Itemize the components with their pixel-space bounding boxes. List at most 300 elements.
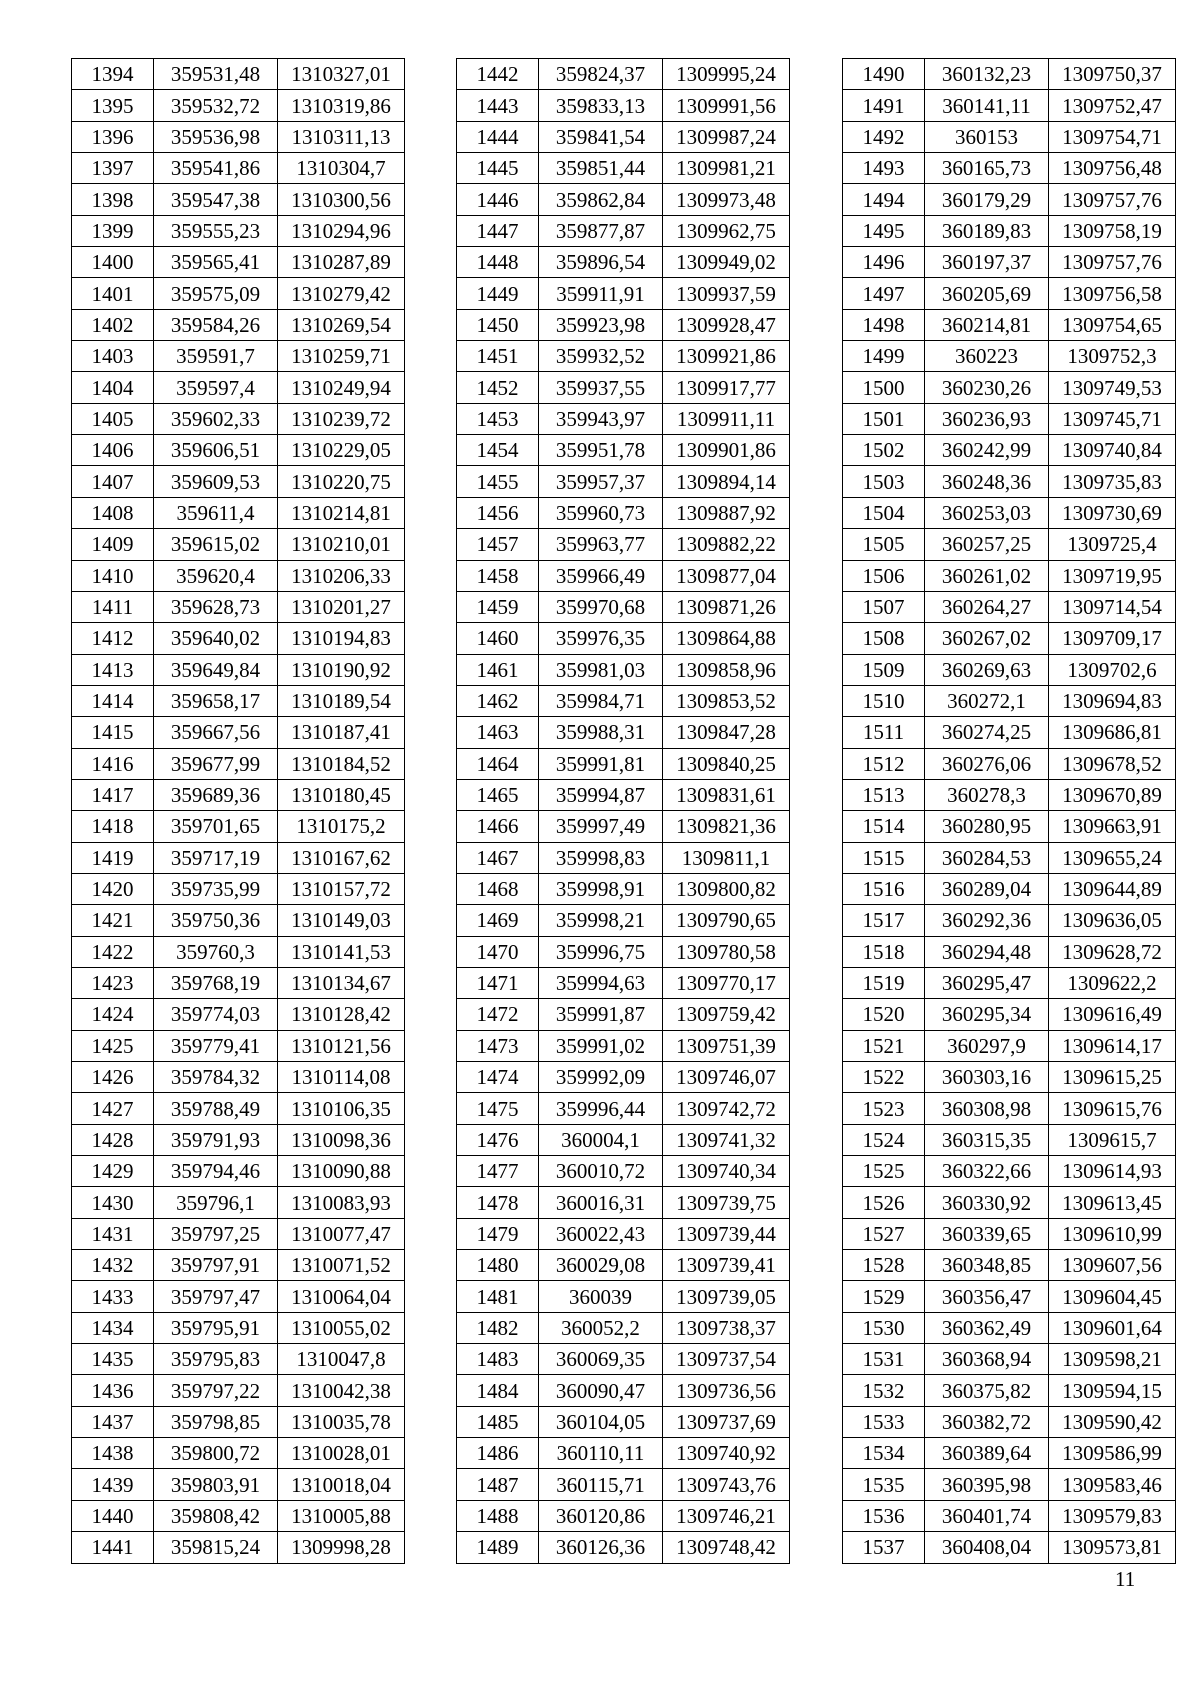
y-coordinate-cell: 1309901,86 [663, 435, 790, 466]
table-row [457, 1030, 790, 1061]
x-coordinate-cell: 360375,82 [925, 1375, 1049, 1406]
point-number-cell: 1513 [843, 779, 925, 810]
y-coordinate-cell: 1309739,05 [663, 1281, 790, 1312]
table-row [843, 905, 1176, 936]
point-number-cell: 1534 [843, 1438, 925, 1469]
x-coordinate-cell: 359536,98 [154, 121, 278, 152]
table-row [72, 1030, 405, 1061]
table-row [843, 717, 1176, 748]
x-coordinate-cell: 359970,68 [539, 591, 663, 622]
x-coordinate-cell: 359791,93 [154, 1124, 278, 1155]
y-coordinate-cell: 1309853,52 [663, 685, 790, 716]
x-coordinate-cell: 360205,69 [925, 278, 1049, 309]
point-number-cell: 1417 [72, 779, 154, 810]
y-coordinate-cell: 1309858,96 [663, 654, 790, 685]
table-row [843, 1093, 1176, 1124]
y-coordinate-cell: 1309748,42 [663, 1532, 790, 1563]
table-row [457, 341, 790, 372]
y-coordinate-cell: 1309746,21 [663, 1500, 790, 1531]
point-number-cell: 1460 [457, 623, 539, 654]
table-row [72, 121, 405, 152]
point-number-cell: 1522 [843, 1062, 925, 1093]
x-coordinate-cell: 359795,91 [154, 1312, 278, 1343]
x-coordinate-cell: 359797,25 [154, 1218, 278, 1249]
table-row [457, 59, 790, 90]
y-coordinate-cell: 1309702,6 [1049, 654, 1176, 685]
y-coordinate-cell: 1309751,39 [663, 1030, 790, 1061]
x-coordinate-cell: 359966,49 [539, 560, 663, 591]
x-coordinate-cell: 359701,65 [154, 811, 278, 842]
table-row [457, 905, 790, 936]
point-number-cell: 1397 [72, 153, 154, 184]
table-row [843, 121, 1176, 152]
coordinate-table-2 [456, 58, 790, 1564]
y-coordinate-cell: 1310190,92 [278, 654, 405, 685]
x-coordinate-cell: 360126,36 [539, 1532, 663, 1563]
point-number-cell: 1470 [457, 936, 539, 967]
point-number-cell: 1403 [72, 341, 154, 372]
point-number-cell: 1434 [72, 1312, 154, 1343]
y-coordinate-cell: 1309746,07 [663, 1062, 790, 1093]
point-number-cell: 1494 [843, 184, 925, 215]
table-row [457, 1093, 790, 1124]
table-row [72, 1406, 405, 1437]
x-coordinate-cell: 359597,4 [154, 372, 278, 403]
table-row [457, 372, 790, 403]
y-coordinate-cell: 1310259,71 [278, 341, 405, 372]
x-coordinate-cell: 360289,04 [925, 873, 1049, 904]
table-row [843, 1030, 1176, 1061]
x-coordinate-cell: 360230,26 [925, 372, 1049, 403]
x-coordinate-cell: 360339,65 [925, 1218, 1049, 1249]
x-coordinate-cell: 360284,53 [925, 842, 1049, 873]
x-coordinate-cell: 360039 [539, 1281, 663, 1312]
x-coordinate-cell: 359911,91 [539, 278, 663, 309]
x-coordinate-cell: 360197,37 [925, 247, 1049, 278]
point-number-cell: 1438 [72, 1438, 154, 1469]
point-number-cell: 1508 [843, 623, 925, 654]
table-row [72, 748, 405, 779]
table-row [843, 967, 1176, 998]
point-number-cell: 1453 [457, 403, 539, 434]
point-number-cell: 1468 [457, 873, 539, 904]
y-coordinate-cell: 1309615,76 [1049, 1093, 1176, 1124]
y-coordinate-cell: 1309709,17 [1049, 623, 1176, 654]
y-coordinate-cell: 1309739,75 [663, 1187, 790, 1218]
table-row [843, 999, 1176, 1030]
x-coordinate-cell: 360382,72 [925, 1406, 1049, 1437]
y-coordinate-cell: 1309614,17 [1049, 1030, 1176, 1061]
y-coordinate-cell: 1309887,92 [663, 497, 790, 528]
x-coordinate-cell: 360294,48 [925, 936, 1049, 967]
y-coordinate-cell: 1309663,91 [1049, 811, 1176, 842]
point-number-cell: 1445 [457, 153, 539, 184]
point-number-cell: 1406 [72, 435, 154, 466]
y-coordinate-cell: 1309614,93 [1049, 1156, 1176, 1187]
table-row [457, 1124, 790, 1155]
y-coordinate-cell: 1310098,36 [278, 1124, 405, 1155]
x-coordinate-cell: 360153 [925, 121, 1049, 152]
table-row [457, 309, 790, 340]
table-row [72, 1093, 405, 1124]
x-coordinate-cell: 360280,95 [925, 811, 1049, 842]
point-number-cell: 1442 [457, 59, 539, 90]
y-coordinate-cell: 1310220,75 [278, 466, 405, 497]
table-row [843, 247, 1176, 278]
point-number-cell: 1514 [843, 811, 925, 842]
y-coordinate-cell: 1309749,53 [1049, 372, 1176, 403]
table-row [457, 278, 790, 309]
x-coordinate-cell: 359984,71 [539, 685, 663, 716]
x-coordinate-cell: 359877,87 [539, 215, 663, 246]
table-row [843, 1250, 1176, 1281]
point-number-cell: 1421 [72, 905, 154, 936]
x-coordinate-cell: 359981,03 [539, 654, 663, 685]
table-row [457, 654, 790, 685]
table-row [457, 748, 790, 779]
table-row [457, 90, 790, 121]
table-row [72, 654, 405, 685]
x-coordinate-cell: 359932,52 [539, 341, 663, 372]
point-number-cell: 1530 [843, 1312, 925, 1343]
point-number-cell: 1414 [72, 685, 154, 716]
y-coordinate-cell: 1309730,69 [1049, 497, 1176, 528]
x-coordinate-cell: 359862,84 [539, 184, 663, 215]
table-row [843, 1500, 1176, 1531]
x-coordinate-cell: 359575,09 [154, 278, 278, 309]
x-coordinate-cell: 359963,77 [539, 529, 663, 560]
point-number-cell: 1443 [457, 90, 539, 121]
table-row [457, 466, 790, 497]
table-row [843, 591, 1176, 622]
y-coordinate-cell: 1309995,24 [663, 59, 790, 90]
x-coordinate-cell: 359991,87 [539, 999, 663, 1030]
point-number-cell: 1528 [843, 1250, 925, 1281]
y-coordinate-cell: 1309962,75 [663, 215, 790, 246]
x-coordinate-cell: 359609,53 [154, 466, 278, 497]
y-coordinate-cell: 1309739,44 [663, 1218, 790, 1249]
x-coordinate-cell: 359998,83 [539, 842, 663, 873]
y-coordinate-cell: 1309759,42 [663, 999, 790, 1030]
table-row [457, 121, 790, 152]
point-number-cell: 1444 [457, 121, 539, 152]
x-coordinate-cell: 360408,04 [925, 1532, 1049, 1563]
point-number-cell: 1466 [457, 811, 539, 842]
y-coordinate-cell: 1310035,78 [278, 1406, 405, 1437]
table-row [457, 1250, 790, 1281]
y-coordinate-cell: 1309750,37 [1049, 59, 1176, 90]
y-coordinate-cell: 1310319,86 [278, 90, 405, 121]
table-row [72, 90, 405, 121]
table-row [843, 497, 1176, 528]
y-coordinate-cell: 1310279,42 [278, 278, 405, 309]
x-coordinate-cell: 359565,41 [154, 247, 278, 278]
table-row [457, 497, 790, 528]
y-coordinate-cell: 1309613,45 [1049, 1187, 1176, 1218]
y-coordinate-cell: 1309628,72 [1049, 936, 1176, 967]
point-number-cell: 1433 [72, 1281, 154, 1312]
x-coordinate-cell: 359541,86 [154, 153, 278, 184]
x-coordinate-cell: 360052,2 [539, 1312, 663, 1343]
point-number-cell: 1458 [457, 560, 539, 591]
y-coordinate-cell: 1310090,88 [278, 1156, 405, 1187]
point-number-cell: 1505 [843, 529, 925, 560]
point-number-cell: 1455 [457, 466, 539, 497]
point-number-cell: 1463 [457, 717, 539, 748]
point-number-cell: 1476 [457, 1124, 539, 1155]
y-coordinate-cell: 1309871,26 [663, 591, 790, 622]
x-coordinate-cell: 359667,56 [154, 717, 278, 748]
y-coordinate-cell: 1309610,99 [1049, 1218, 1176, 1249]
point-number-cell: 1529 [843, 1281, 925, 1312]
point-number-cell: 1536 [843, 1500, 925, 1531]
coordinate-table-1 [71, 58, 405, 1564]
y-coordinate-cell: 1309598,21 [1049, 1344, 1176, 1375]
y-coordinate-cell: 1309987,24 [663, 121, 790, 152]
y-coordinate-cell: 1309756,48 [1049, 153, 1176, 184]
point-number-cell: 1473 [457, 1030, 539, 1061]
table-row [72, 1062, 405, 1093]
y-coordinate-cell: 1309882,22 [663, 529, 790, 560]
point-number-cell: 1474 [457, 1062, 539, 1093]
point-number-cell: 1420 [72, 873, 154, 904]
table-row [843, 1438, 1176, 1469]
x-coordinate-cell: 360330,92 [925, 1187, 1049, 1218]
table-row [843, 1218, 1176, 1249]
x-coordinate-cell: 360004,1 [539, 1124, 663, 1155]
table-row [72, 309, 405, 340]
point-number-cell: 1527 [843, 1218, 925, 1249]
x-coordinate-cell: 359957,37 [539, 466, 663, 497]
table-row [843, 1062, 1176, 1093]
y-coordinate-cell: 1310121,56 [278, 1030, 405, 1061]
x-coordinate-cell: 359602,33 [154, 403, 278, 434]
x-coordinate-cell: 360267,02 [925, 623, 1049, 654]
x-coordinate-cell: 359994,87 [539, 779, 663, 810]
x-coordinate-cell: 359808,42 [154, 1500, 278, 1531]
table-row [457, 842, 790, 873]
table-row [72, 1281, 405, 1312]
table-row [72, 999, 405, 1030]
y-coordinate-cell: 1309864,88 [663, 623, 790, 654]
x-coordinate-cell: 360248,36 [925, 466, 1049, 497]
x-coordinate-cell: 360110,11 [539, 1438, 663, 1469]
x-coordinate-cell: 360348,85 [925, 1250, 1049, 1281]
point-number-cell: 1409 [72, 529, 154, 560]
table-row [457, 215, 790, 246]
point-number-cell: 1446 [457, 184, 539, 215]
x-coordinate-cell: 360223 [925, 341, 1049, 372]
table-row [72, 1124, 405, 1155]
y-coordinate-cell: 1309991,56 [663, 90, 790, 121]
table-row [457, 717, 790, 748]
point-number-cell: 1399 [72, 215, 154, 246]
table-row [457, 247, 790, 278]
point-number-cell: 1491 [843, 90, 925, 121]
y-coordinate-cell: 1309780,58 [663, 936, 790, 967]
x-coordinate-cell: 360356,47 [925, 1281, 1049, 1312]
table-row [457, 153, 790, 184]
table-row [843, 215, 1176, 246]
point-number-cell: 1429 [72, 1156, 154, 1187]
point-number-cell: 1507 [843, 591, 925, 622]
y-coordinate-cell: 1309714,54 [1049, 591, 1176, 622]
y-coordinate-cell: 1310106,35 [278, 1093, 405, 1124]
point-number-cell: 1493 [843, 153, 925, 184]
point-number-cell: 1526 [843, 1187, 925, 1218]
x-coordinate-cell: 359750,36 [154, 905, 278, 936]
y-coordinate-cell: 1310269,54 [278, 309, 405, 340]
x-coordinate-cell: 360179,29 [925, 184, 1049, 215]
y-coordinate-cell: 1309754,65 [1049, 309, 1176, 340]
table-row [457, 779, 790, 810]
point-number-cell: 1484 [457, 1375, 539, 1406]
y-coordinate-cell: 1310189,54 [278, 685, 405, 716]
table-row [843, 90, 1176, 121]
x-coordinate-cell: 360141,11 [925, 90, 1049, 121]
point-number-cell: 1464 [457, 748, 539, 779]
point-number-cell: 1456 [457, 497, 539, 528]
x-coordinate-cell: 360401,74 [925, 1500, 1049, 1531]
table-row [457, 529, 790, 560]
table-row [72, 466, 405, 497]
y-coordinate-cell: 1309756,58 [1049, 278, 1176, 309]
x-coordinate-cell: 359996,44 [539, 1093, 663, 1124]
point-number-cell: 1412 [72, 623, 154, 654]
x-coordinate-cell: 359532,72 [154, 90, 278, 121]
x-coordinate-cell: 359611,4 [154, 497, 278, 528]
x-coordinate-cell: 359658,17 [154, 685, 278, 716]
y-coordinate-cell: 1310149,03 [278, 905, 405, 936]
table-row [843, 1281, 1176, 1312]
table-row [72, 372, 405, 403]
table-row [72, 1312, 405, 1343]
point-number-cell: 1512 [843, 748, 925, 779]
point-number-cell: 1405 [72, 403, 154, 434]
point-number-cell: 1441 [72, 1532, 154, 1563]
table-row [457, 1344, 790, 1375]
y-coordinate-cell: 1309735,83 [1049, 466, 1176, 497]
table-row [72, 811, 405, 842]
x-coordinate-cell: 360120,86 [539, 1500, 663, 1531]
y-coordinate-cell: 1309811,1 [663, 842, 790, 873]
y-coordinate-cell: 1309821,36 [663, 811, 790, 842]
x-coordinate-cell: 359717,19 [154, 842, 278, 873]
table-row [843, 560, 1176, 591]
point-number-cell: 1431 [72, 1218, 154, 1249]
y-coordinate-cell: 1309738,37 [663, 1312, 790, 1343]
point-number-cell: 1422 [72, 936, 154, 967]
table-row [72, 215, 405, 246]
table-row [843, 779, 1176, 810]
y-coordinate-cell: 1309877,04 [663, 560, 790, 591]
y-coordinate-cell: 1309737,54 [663, 1344, 790, 1375]
y-coordinate-cell: 1310128,42 [278, 999, 405, 1030]
x-coordinate-cell: 359797,47 [154, 1281, 278, 1312]
y-coordinate-cell: 1309573,81 [1049, 1532, 1176, 1563]
table-row [72, 247, 405, 278]
point-number-cell: 1423 [72, 967, 154, 998]
table-row [72, 1187, 405, 1218]
table-row [457, 623, 790, 654]
table-row [457, 560, 790, 591]
point-number-cell: 1490 [843, 59, 925, 90]
table-row [843, 1187, 1176, 1218]
x-coordinate-cell: 359841,54 [539, 121, 663, 152]
point-number-cell: 1437 [72, 1406, 154, 1437]
table-row [843, 811, 1176, 842]
point-number-cell: 1413 [72, 654, 154, 685]
point-number-cell: 1521 [843, 1030, 925, 1061]
x-coordinate-cell: 359779,41 [154, 1030, 278, 1061]
x-coordinate-cell: 360368,94 [925, 1344, 1049, 1375]
y-coordinate-cell: 1310083,93 [278, 1187, 405, 1218]
table-row [457, 936, 790, 967]
y-coordinate-cell: 1309644,89 [1049, 873, 1176, 904]
coordinate-table-3 [842, 58, 1176, 1564]
y-coordinate-cell: 1310300,56 [278, 184, 405, 215]
x-coordinate-cell: 359951,78 [539, 435, 663, 466]
table-row [457, 873, 790, 904]
table-row [72, 435, 405, 466]
table-row [843, 403, 1176, 434]
point-number-cell: 1457 [457, 529, 539, 560]
point-number-cell: 1398 [72, 184, 154, 215]
point-number-cell: 1524 [843, 1124, 925, 1155]
y-coordinate-cell: 1309998,28 [278, 1532, 405, 1563]
point-number-cell: 1410 [72, 560, 154, 591]
x-coordinate-cell: 359584,26 [154, 309, 278, 340]
y-coordinate-cell: 1309604,45 [1049, 1281, 1176, 1312]
x-coordinate-cell: 360278,3 [925, 779, 1049, 810]
y-coordinate-cell: 1309616,49 [1049, 999, 1176, 1030]
table-row [72, 560, 405, 591]
y-coordinate-cell: 1310167,62 [278, 842, 405, 873]
y-coordinate-cell: 1309601,64 [1049, 1312, 1176, 1343]
x-coordinate-cell: 360165,73 [925, 153, 1049, 184]
point-number-cell: 1479 [457, 1218, 539, 1249]
point-number-cell: 1424 [72, 999, 154, 1030]
x-coordinate-cell: 359788,49 [154, 1093, 278, 1124]
y-coordinate-cell: 1309741,32 [663, 1124, 790, 1155]
point-number-cell: 1483 [457, 1344, 539, 1375]
point-number-cell: 1408 [72, 497, 154, 528]
table-row [843, 623, 1176, 654]
x-coordinate-cell: 360269,63 [925, 654, 1049, 685]
x-coordinate-cell: 359824,37 [539, 59, 663, 90]
x-coordinate-cell: 359798,85 [154, 1406, 278, 1437]
table-row [843, 341, 1176, 372]
table-row [457, 184, 790, 215]
point-number-cell: 1500 [843, 372, 925, 403]
table-row [843, 1344, 1176, 1375]
x-coordinate-cell: 359937,55 [539, 372, 663, 403]
y-coordinate-cell: 1310018,04 [278, 1469, 405, 1500]
table-row [72, 1218, 405, 1249]
point-number-cell: 1499 [843, 341, 925, 372]
y-coordinate-cell: 1310114,08 [278, 1062, 405, 1093]
y-coordinate-cell: 1309752,3 [1049, 341, 1176, 372]
y-coordinate-cell: 1309737,69 [663, 1406, 790, 1437]
table-row [72, 1344, 405, 1375]
y-coordinate-cell: 1310047,8 [278, 1344, 405, 1375]
x-coordinate-cell: 360295,34 [925, 999, 1049, 1030]
table-row [843, 748, 1176, 779]
y-coordinate-cell: 1309770,17 [663, 967, 790, 998]
x-coordinate-cell: 360272,1 [925, 685, 1049, 716]
point-number-cell: 1489 [457, 1532, 539, 1563]
y-coordinate-cell: 1309840,25 [663, 748, 790, 779]
